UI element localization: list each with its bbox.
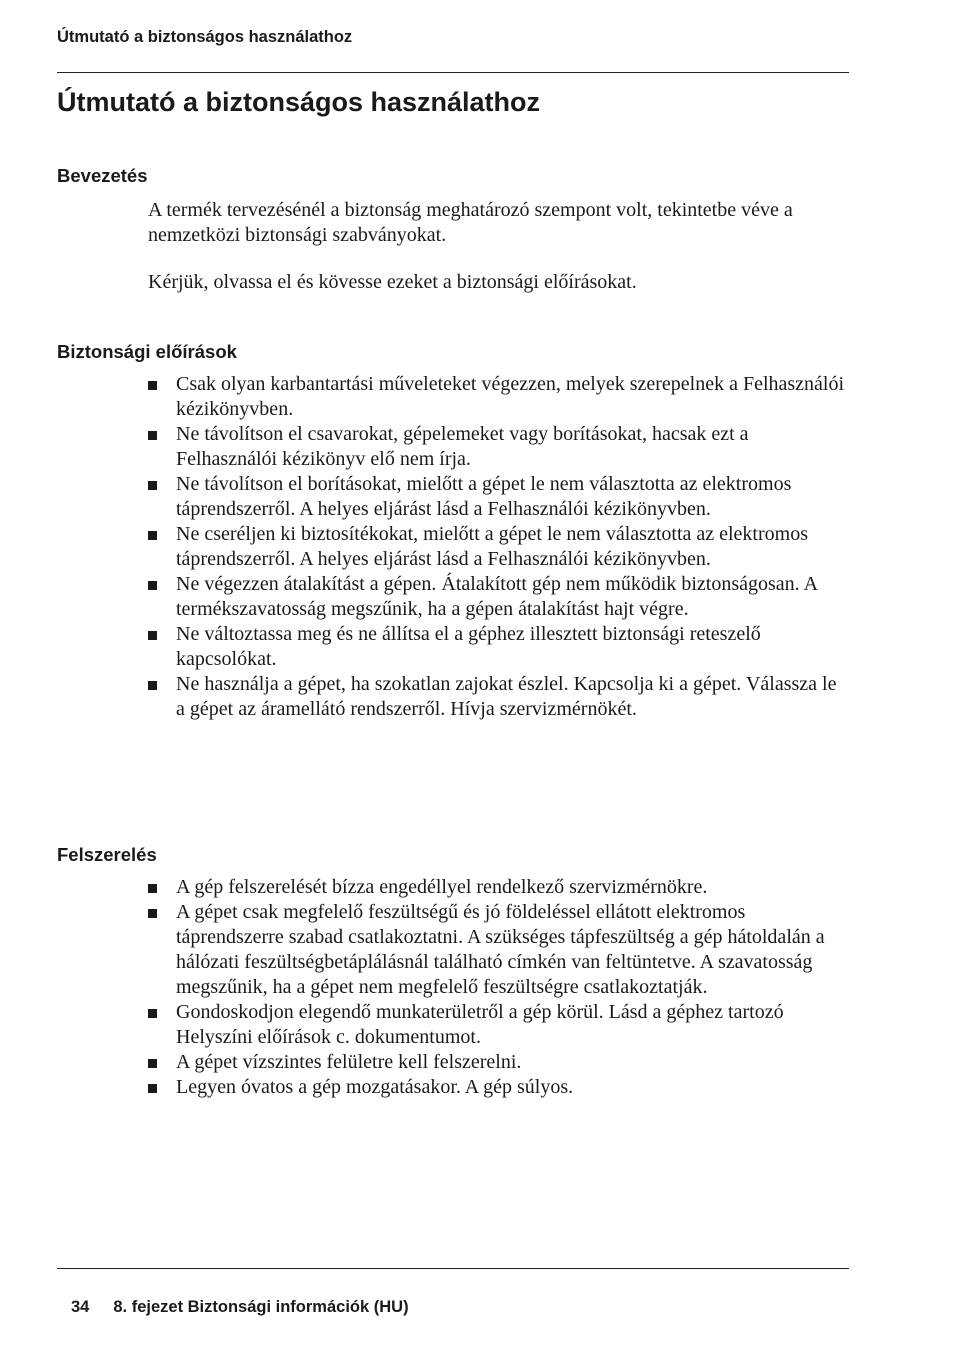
list-item — [148, 622, 848, 672]
section-heading-intro: Bevezetés — [57, 165, 148, 186]
list-item — [148, 1000, 848, 1050]
section-heading-safety: Biztonsági előírások — [57, 341, 237, 362]
list-item-text: Ne távolítson el csavarokat, gépelemeket vagy borításokat, hacsak ezt a Felhasználói kézikönyv elő nem írja. — [176, 423, 749, 470]
list-item-text: Ne távolítson el borításokat, mielőtt a gépet le nem választotta az elektromos táprendszerről. A helyes eljárást lásd a Felhasználói kézikönyvben. — [176, 473, 792, 520]
list-item-text: A gép felszerelését bízza engedéllyel rendelkező szervizmérnökre. — [176, 876, 708, 898]
list-item-text: Legyen óvatos a gép mozgatásakor. A gép súlyos. — [176, 1076, 574, 1098]
square-bullet-icon — [148, 1059, 157, 1068]
square-bullet-icon — [148, 481, 157, 490]
square-bullet-icon — [148, 531, 157, 540]
list-item — [148, 522, 848, 572]
running-header: Útmutató a biztonságos használathoz — [57, 28, 353, 46]
list-item — [148, 672, 848, 722]
section-heading-installation: Felszerelés — [57, 844, 157, 865]
list-item — [148, 1075, 848, 1100]
list-item-text: Ne cseréljen ki biztosítékokat, mielőtt a gépet le nem választotta az elektromos táprendszerről. A helyes eljárást lásd a Felhasználói kézikönyvben. — [176, 523, 808, 570]
list-item-text: Ne használja a gépet, ha szokatlan zajokat észlel. Kapcsolja ki a gépet. Válassza le a gépet az áramellátó rendszerről. Hívja szervizmérnökét. — [176, 673, 837, 720]
page-footer — [71, 1297, 409, 1317]
safety-rules-list — [148, 372, 848, 722]
list-item-text: Gondoskodjon elegendő munkaterületről a gép körül. Lásd a géphez tartozó Helyszíni előírások c. dokumentumot. — [176, 1001, 784, 1048]
list-item — [148, 1050, 848, 1075]
square-bullet-icon — [148, 381, 157, 390]
square-bullet-icon — [148, 681, 157, 690]
square-bullet-icon — [148, 581, 157, 590]
intro-paragraph: Kérjük, olvassa el és kövesse ezeket a biztonsági előírásokat. — [148, 271, 637, 293]
list-item-text: Ne végezzen átalakítást a gépen. Átalakított gép nem működik biztonságosan. A termékszavatosság megszűnik, ha a gépen átalakítást hajt végre. — [176, 573, 817, 620]
intro-paragraph: A termék tervezésénél a biztonság meghatározó szempont volt, tekintetbe véve a nemzetközi biztonsági szabványokat. — [148, 199, 793, 246]
list-item — [148, 572, 848, 622]
list-item-text: A gépet csak megfelelő feszültségű és jó földeléssel ellátott elektromos táprendszerre szabad csatlakoztatni. A szükséges tápfeszültség a gép hátoldalán a hálózati feszültségbetáplálásnál található címkén van feltüntetve. A szavatosság megszűnik, ha a gépet nem megfelelő feszültségre csatlakoztatják. — [176, 901, 825, 998]
list-item-text: Csak olyan karbantartási műveleteket végezzen, melyek szerepelnek a Felhasználói kézikönyvben. — [176, 373, 845, 420]
list-item — [148, 472, 848, 522]
list-item — [148, 900, 848, 1000]
list-item-text: A gépet vízszintes felületre kell felszerelni. — [176, 1051, 522, 1073]
list-item-text: Ne változtassa meg és ne állítsa el a géphez illesztett biztonsági reteszelő kapcsolókat. — [176, 623, 761, 670]
chapter-title: 8. fejezet Biztonsági információk (HU) — [113, 1298, 409, 1316]
square-bullet-icon — [148, 1009, 157, 1018]
square-bullet-icon — [148, 431, 157, 440]
square-bullet-icon — [148, 631, 157, 640]
list-item — [148, 875, 848, 900]
footer-divider — [57, 1268, 849, 1269]
header-divider — [57, 72, 849, 73]
square-bullet-icon — [148, 884, 157, 893]
list-item — [148, 422, 848, 472]
page-title: Útmutató a biztonságos használathoz — [57, 87, 541, 117]
list-item — [148, 372, 848, 422]
page-number: 34 — [71, 1298, 90, 1316]
installation-rules-list — [148, 875, 848, 1100]
square-bullet-icon — [148, 909, 157, 918]
square-bullet-icon — [148, 1084, 157, 1093]
